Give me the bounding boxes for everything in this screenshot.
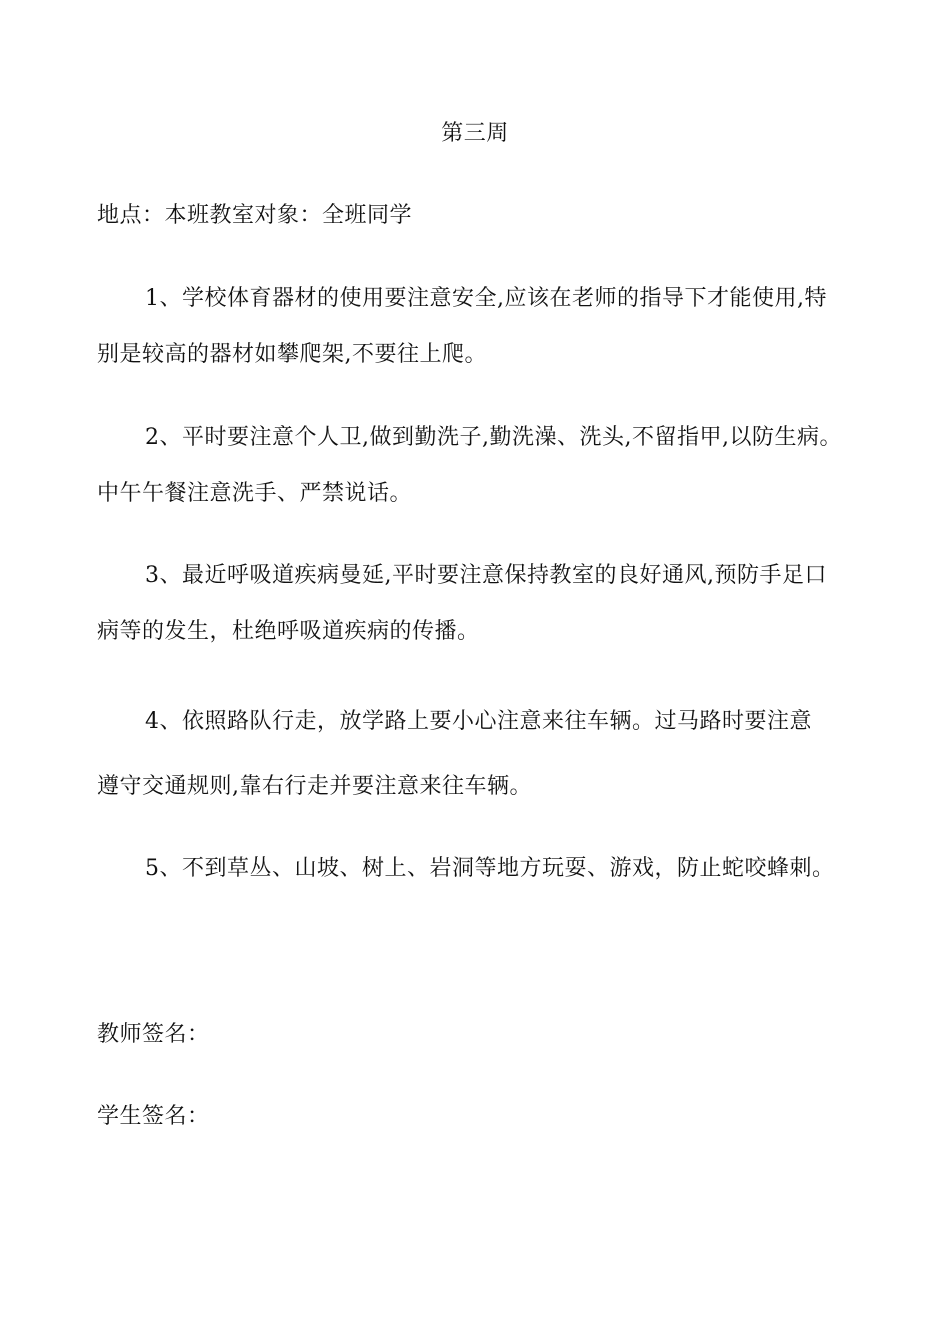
item-3-line-2: 病等的发生，杜绝呼吸道疾病的传播。 [97, 619, 480, 644]
location-audience-line: 地点：本班教室对象：全班同学 [97, 203, 413, 228]
teacher-signature-label: 教师签名： [97, 1022, 210, 1047]
item-3-line-1: 3、最近呼吸道疾病曼延,平时要注意保持教室的良好通风,预防手足口 [145, 563, 827, 588]
item-4-line-2: 遵守交通规则,靠右行走并要注意来往车辆。 [97, 774, 532, 799]
item-4-line-1: 4、依照路队行走，放学路上要小心注意来往车辆。过马路时要注意 [145, 709, 812, 734]
item-5-line-1: 5、不到草丛、山坡、树上、岩洞等地方玩耍、游戏，防止蛇咬蜂刺。 [145, 856, 835, 881]
item-2-line-2: 中午午餐注意洗手、严禁说话。 [97, 481, 413, 506]
item-2-line-1: 2、平时要注意个人卫,做到勤洗子,勤洗澡、洗头,不留指甲,以防生病。 [145, 425, 842, 450]
item-1-line-1: 1、学校体育器材的使用要注意安全,应该在老师的指导下才能使用,特 [145, 286, 827, 311]
student-signature-label: 学生签名： [97, 1104, 210, 1129]
page-title: 第三周 [441, 121, 509, 146]
item-1-line-2: 别是较高的器材如攀爬架,不要往上爬。 [97, 342, 487, 367]
